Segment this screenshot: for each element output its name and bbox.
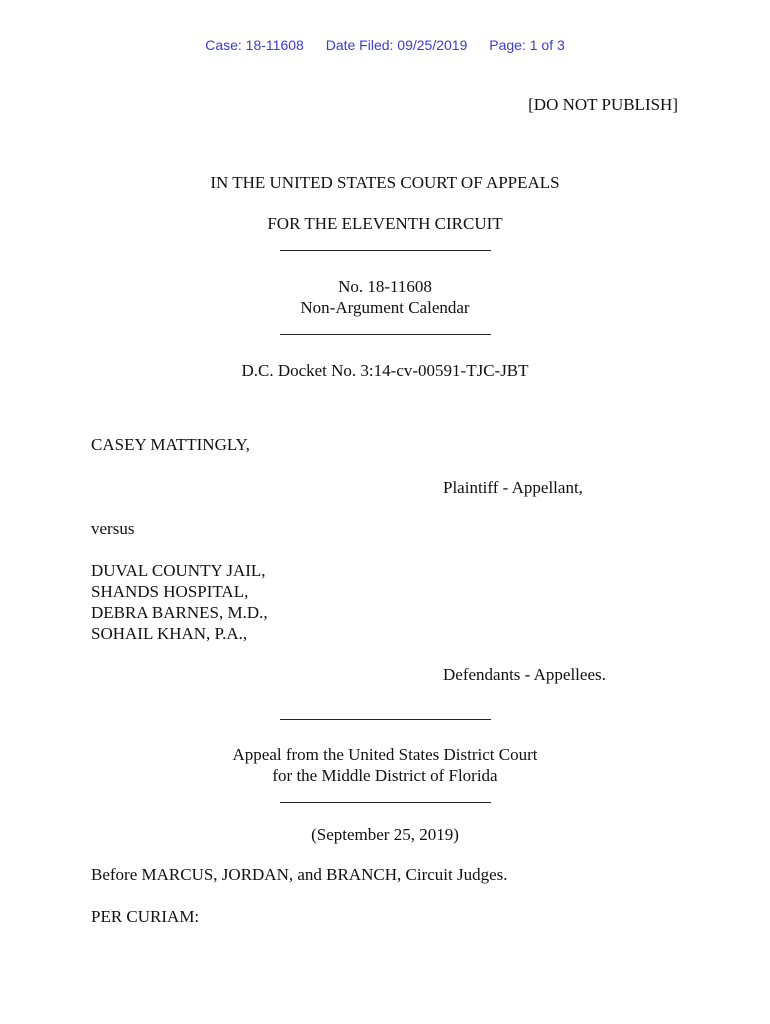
circuit-name: FOR THE ELEVENTH CIRCUIT bbox=[267, 214, 503, 233]
divider bbox=[280, 334, 491, 335]
defendant-name: DUVAL COUNTY JAIL, bbox=[91, 561, 266, 580]
divider bbox=[280, 719, 491, 720]
defendants-role: Defendants - Appellees. bbox=[443, 665, 606, 684]
defendant-name: DEBRA BARNES, M.D., bbox=[91, 603, 268, 622]
defendant-name: SOHAIL KHAN, P.A., bbox=[91, 624, 248, 643]
stamp-case: Case: 18-11608 bbox=[205, 37, 304, 53]
appeal-district: for the Middle District of Florida bbox=[272, 766, 498, 785]
versus-label: versus bbox=[91, 519, 135, 538]
stamp-page: Page: 1 of 3 bbox=[489, 37, 565, 53]
docket-number: D.C. Docket No. 3:14-cv-00591-TJC-JBT bbox=[241, 361, 529, 380]
court-name: IN THE UNITED STATES COURT OF APPEALS bbox=[210, 173, 560, 192]
per-curiam-heading: PER CURIAM: bbox=[91, 907, 200, 926]
filing-stamp bbox=[0, 37, 770, 53]
calendar-type: Non-Argument Calendar bbox=[300, 298, 470, 317]
case-number: No. 18-11608 bbox=[338, 277, 432, 296]
stamp-date-filed: Date Filed: 09/25/2019 bbox=[325, 37, 468, 53]
plaintiff-name: CASEY MATTINGLY, bbox=[91, 435, 250, 454]
divider bbox=[280, 802, 491, 803]
publish-notice: [DO NOT PUBLISH] bbox=[528, 95, 678, 114]
decision-date: (September 25, 2019) bbox=[311, 825, 459, 844]
divider bbox=[280, 250, 491, 251]
panel-line: Before MARCUS, JORDAN, and BRANCH, Circuit Judges. bbox=[91, 865, 508, 884]
appeal-origin: Appeal from the United States District Court bbox=[232, 745, 538, 764]
plaintiff-role: Plaintiff - Appellant, bbox=[443, 478, 583, 497]
defendant-name: SHANDS HOSPITAL, bbox=[91, 582, 249, 601]
